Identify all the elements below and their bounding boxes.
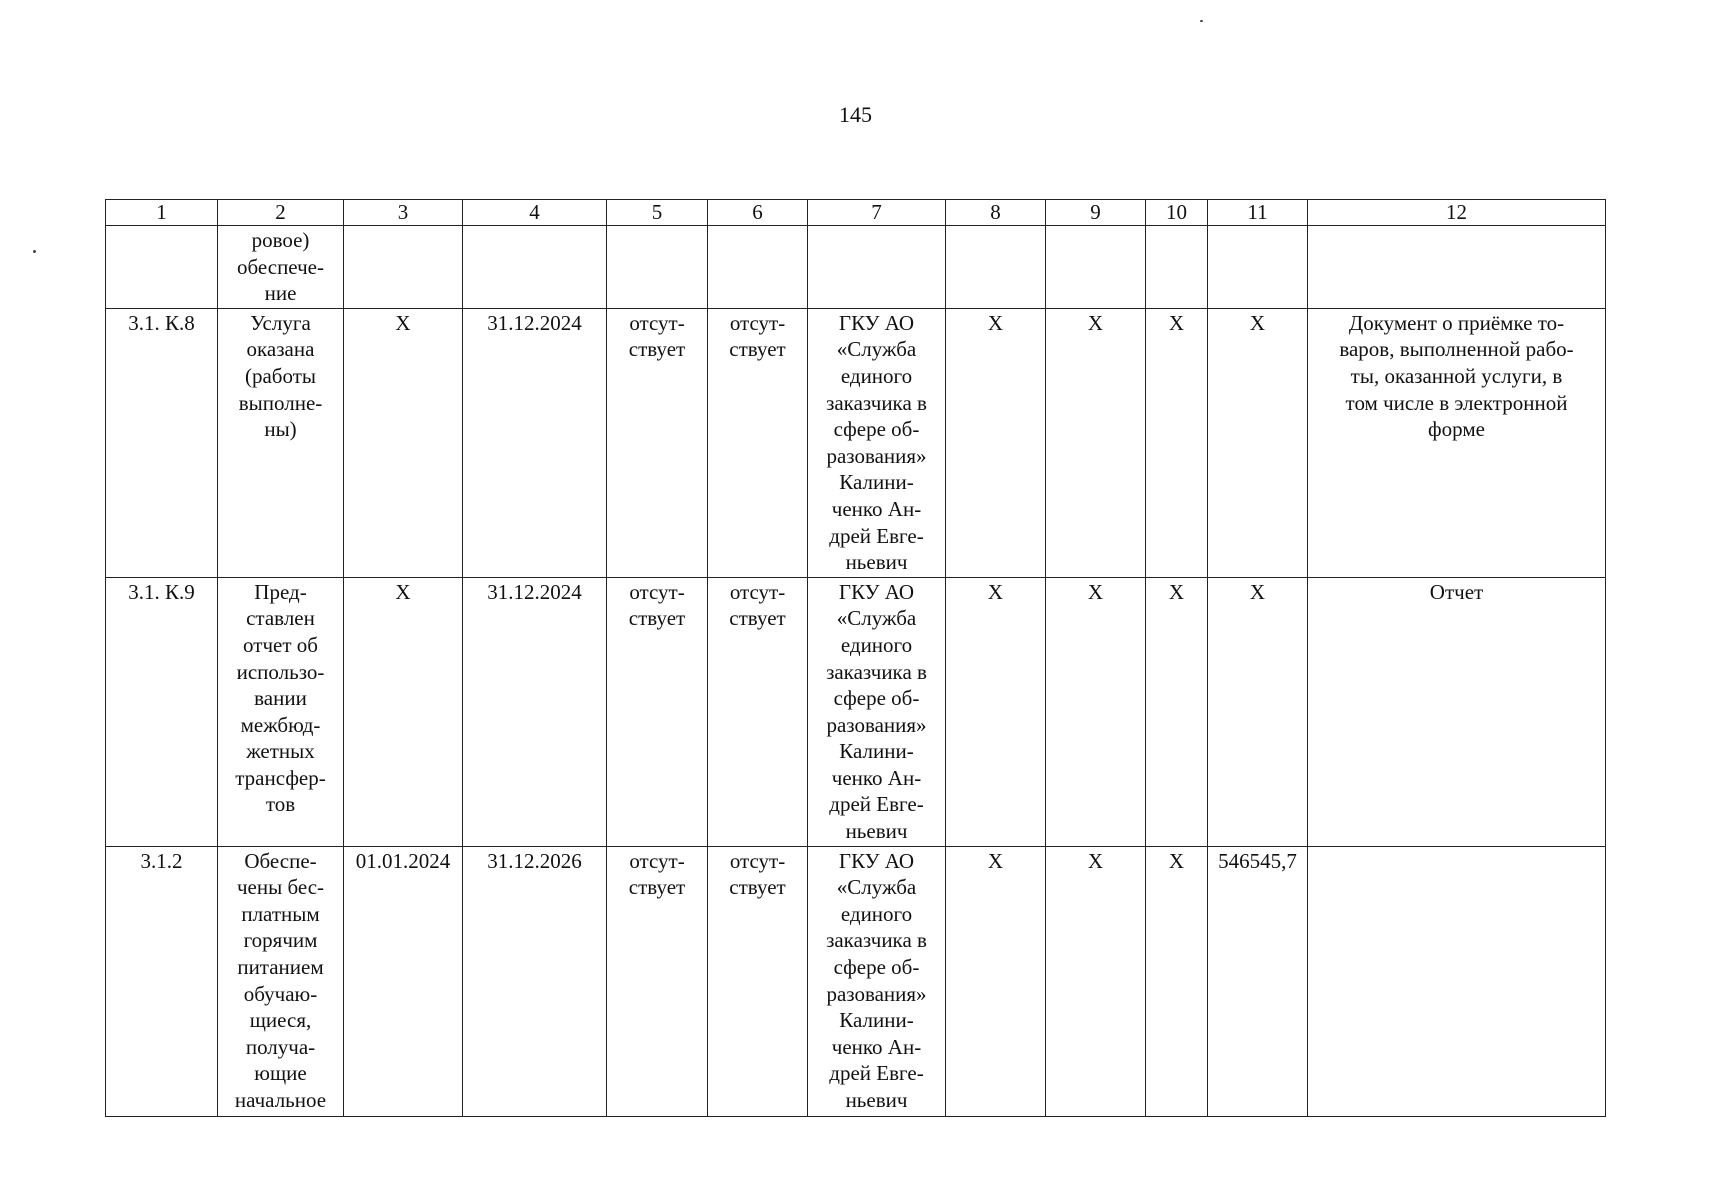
table-cell: Х (946, 846, 1046, 1116)
table-cell-date: 31.12.2026 (463, 846, 607, 1116)
column-header: 1 (106, 200, 218, 226)
table-cell-date: 01.01.2024 (344, 846, 463, 1116)
table-cell (1308, 226, 1606, 309)
scan-speck (1200, 20, 1203, 22)
table-cell: отсут- ствует (607, 577, 708, 846)
table-cell (1046, 226, 1146, 309)
table-row (106, 226, 1606, 309)
column-header: 4 (463, 200, 607, 226)
table-cell (1208, 226, 1308, 309)
table-cell: Х (344, 577, 463, 846)
column-header: 6 (708, 200, 808, 226)
plan-table (105, 199, 1606, 1117)
table-cell-document (1308, 846, 1606, 1116)
table-cell-name: Пред- ставлен отчет об использо- вании межбюд- жетных трансфер- тов (218, 577, 344, 846)
table-cell-code: 3.1. К.8 (106, 308, 218, 577)
table-row (106, 846, 1606, 1116)
table-cell (946, 226, 1046, 309)
table-cell: Х (1208, 308, 1308, 577)
table-cell-code (106, 226, 218, 309)
column-header: 10 (1146, 200, 1208, 226)
column-header: 5 (607, 200, 708, 226)
table-cell: Х (1046, 846, 1146, 1116)
table-cell-code: 3.1.2 (106, 846, 218, 1116)
table-cell (808, 226, 946, 309)
column-header: 3 (344, 200, 463, 226)
table-cell: Х (946, 577, 1046, 846)
table-row (106, 308, 1606, 577)
table-cell-amount: 546545,7 (1208, 846, 1308, 1116)
table-cell-date: 31.12.2024 (463, 308, 607, 577)
table-cell: отсут- ствует (708, 577, 808, 846)
header-row (106, 200, 1606, 226)
table-cell: Х (1146, 308, 1208, 577)
table-cell: Х (1046, 308, 1146, 577)
table-cell-name: Услуга оказана (работы выполне- ны) (218, 308, 344, 577)
column-header: 11 (1208, 200, 1308, 226)
table-cell: отсут- ствует (607, 846, 708, 1116)
column-header: 8 (946, 200, 1046, 226)
column-header: 9 (1046, 200, 1146, 226)
table-cell-responsible: ГКУ АО «Служба единого заказчика в сфере об- разования» Калини- ченко Ан- дрей Евге- ньевич (808, 308, 946, 577)
table-cell-name: Обеспе- чены бес- платным горячим питанием обучаю- щиеся, получа- ющие начальное (218, 846, 344, 1116)
table-cell (463, 226, 607, 309)
table-cell-name: ровое) обеспече- ние (218, 226, 344, 309)
table-cell: отсут- ствует (708, 308, 808, 577)
column-header: 12 (1308, 200, 1606, 226)
table-cell (708, 226, 808, 309)
table-cell: Х (1046, 577, 1146, 846)
table-cell: отсут- ствует (708, 846, 808, 1116)
table-cell: Х (1146, 846, 1208, 1116)
column-header: 2 (218, 200, 344, 226)
table-cell-document: Документ о приёмке то- варов, выполненной рабо- ты, оказанной услуги, в том числе в электронной форме (1308, 308, 1606, 577)
table-cell (344, 226, 463, 309)
table-cell: Х (1208, 577, 1308, 846)
table-cell: Х (946, 308, 1046, 577)
table-cell-code: 3.1. К.9 (106, 577, 218, 846)
table-cell-date: 31.12.2024 (463, 577, 607, 846)
column-header: 7 (808, 200, 946, 226)
table-row (106, 577, 1606, 846)
table-cell (1146, 226, 1208, 309)
table-cell-responsible: ГКУ АО «Служба единого заказчика в сфере об- разования» Калини- ченко Ан- дрей Евге- ньевич (808, 846, 946, 1116)
table-cell (607, 226, 708, 309)
table-cell: Х (344, 308, 463, 577)
table-cell-document: Отчет (1308, 577, 1606, 846)
table-cell-responsible: ГКУ АО «Служба единого заказчика в сфере об- разования» Калини- ченко Ан- дрей Евге- ньевич (808, 577, 946, 846)
table-cell: Х (1146, 577, 1208, 846)
page-number: 145 (839, 102, 872, 127)
scan-speck (33, 250, 36, 253)
table-cell: отсут- ствует (607, 308, 708, 577)
